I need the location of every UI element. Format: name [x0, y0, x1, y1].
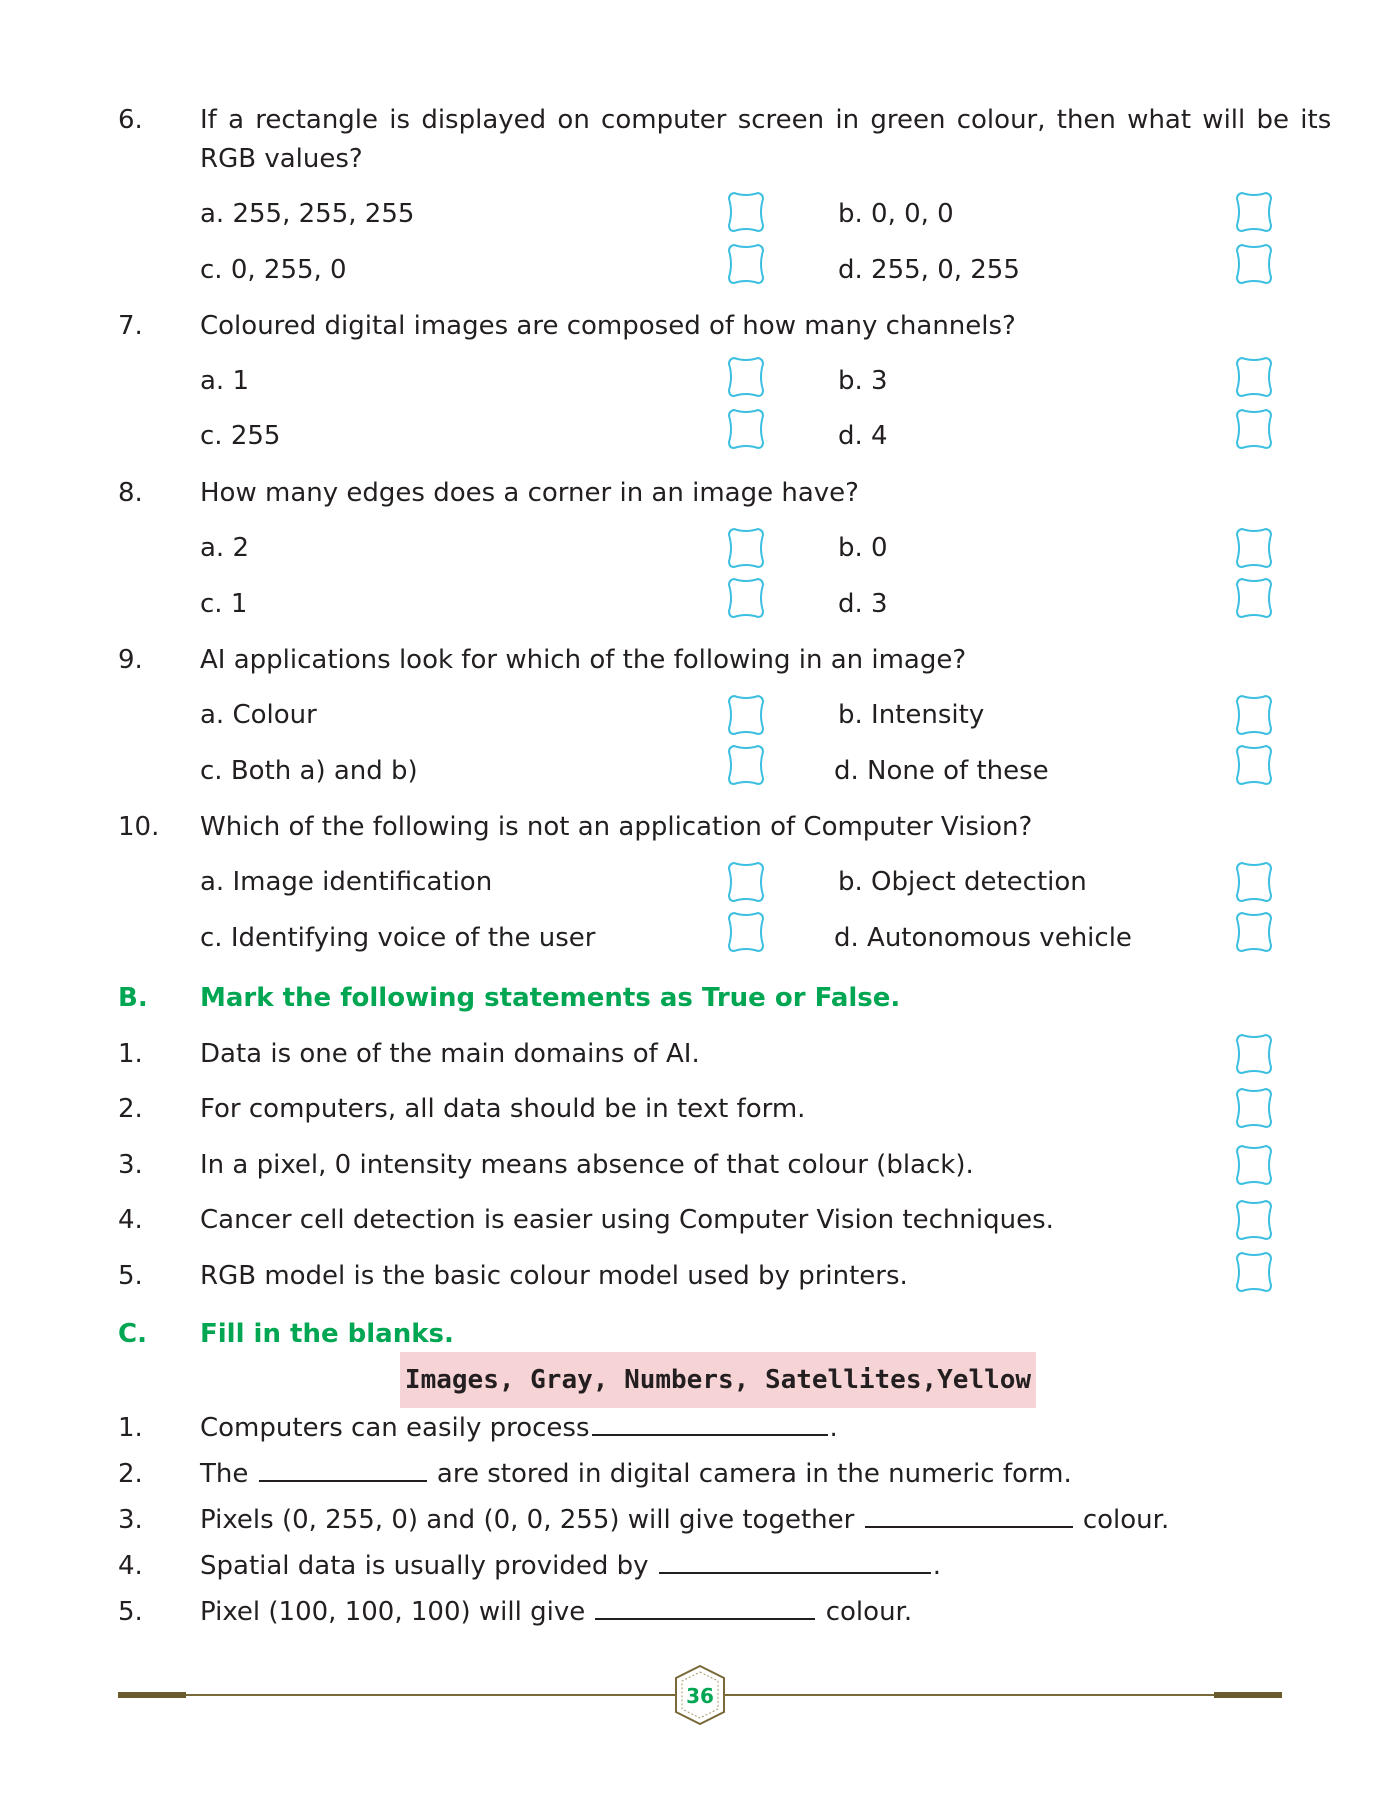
question-7: [0, 306, 1400, 346]
answer-box[interactable]: [1234, 1086, 1274, 1130]
fill-item-5: [0, 1592, 1400, 1632]
item-number: 1.: [118, 1413, 143, 1443]
option-d: d. 4: [838, 421, 888, 451]
option-d: d. None of these: [834, 756, 1049, 786]
item-number: 3.: [118, 1150, 143, 1180]
blank-input[interactable]: [595, 1592, 815, 1620]
statement-text: In a pixel, 0 intensity means absence of that colour (black).: [200, 1150, 974, 1180]
option-a: a. 1: [200, 366, 250, 396]
question-text: If a rectangle is displayed on computer screen in green colour, then what will be its: [200, 105, 1332, 135]
answer-box[interactable]: [726, 526, 766, 570]
question-number: 9.: [118, 645, 143, 675]
option-b: b. 0, 0, 0: [838, 199, 954, 229]
fill-sentence: Pixel (100, 100, 100) will give colour.: [200, 1592, 912, 1632]
item-number: 4.: [118, 1551, 143, 1581]
answer-box[interactable]: [726, 355, 766, 399]
fill-item-1: [0, 1408, 1400, 1448]
page-number: 36: [686, 1684, 714, 1708]
fill-sentence: Spatial data is usually provided by .: [200, 1546, 941, 1586]
option-c: c. 0, 255, 0: [200, 255, 347, 285]
statement-text: For computers, all data should be in text form.: [200, 1094, 806, 1124]
option-a: a. 2: [200, 533, 250, 563]
option-c: c. 255: [200, 421, 281, 451]
item-number: 4.: [118, 1205, 143, 1235]
section-title: Mark the following statements as True or False.: [200, 983, 901, 1013]
answer-box[interactable]: [1234, 190, 1274, 234]
section-letter: C.: [118, 1319, 147, 1349]
tf-item-3: [0, 1145, 1400, 1185]
section-b-heading: [0, 978, 1400, 1018]
item-number: 2.: [118, 1094, 143, 1124]
fill-item-3: [0, 1500, 1400, 1540]
answer-box[interactable]: [726, 910, 766, 954]
footer-line-cap-left: [118, 1692, 186, 1698]
answer-box[interactable]: [1234, 576, 1274, 620]
answer-box[interactable]: [726, 407, 766, 451]
question-text: How many edges does a corner in an image have?: [200, 478, 859, 508]
answer-box[interactable]: [1234, 1250, 1274, 1294]
option-b: b. 0: [838, 533, 888, 563]
answer-box[interactable]: [1234, 910, 1274, 954]
tf-item-5: [0, 1256, 1400, 1296]
item-number: 5.: [118, 1597, 143, 1627]
fill-item-2: [0, 1454, 1400, 1494]
question-text: AI applications look for which of the following in an image?: [200, 645, 967, 675]
question-text: Which of the following is not an application of Computer Vision?: [200, 812, 1033, 842]
option-b: b. Object detection: [838, 867, 1087, 897]
blank-input[interactable]: [865, 1500, 1073, 1528]
option-c: c. Both a) and b): [200, 756, 418, 786]
option-b: b. 3: [838, 366, 888, 396]
tf-item-4: [0, 1200, 1400, 1240]
question-6: [0, 100, 1400, 140]
footer-line-cap-right: [1214, 1692, 1282, 1698]
statement-text: Data is one of the main domains of AI.: [200, 1039, 700, 1069]
option-d: d. 255, 0, 255: [838, 255, 1020, 285]
answer-box[interactable]: [1234, 743, 1274, 787]
item-number: 2.: [118, 1459, 143, 1489]
option-c: c. Identifying voice of the user: [200, 923, 596, 953]
fill-sentence: Computers can easily process .: [200, 1408, 838, 1448]
tf-item-1: [0, 1034, 1400, 1074]
answer-box[interactable]: [1234, 355, 1274, 399]
question-number: 6.: [118, 105, 143, 135]
page-footer: [118, 1660, 1282, 1730]
option-d: d. Autonomous vehicle: [834, 923, 1132, 953]
option-a: a. Colour: [200, 700, 317, 730]
answer-box[interactable]: [1234, 693, 1274, 737]
answer-box[interactable]: [726, 190, 766, 234]
option-c: c. 1: [200, 589, 248, 619]
option-d: d. 3: [838, 589, 888, 619]
statement-text: RGB model is the basic colour model used by printers.: [200, 1261, 908, 1291]
answer-box[interactable]: [1234, 407, 1274, 451]
question-number: 8.: [118, 478, 143, 508]
answer-box[interactable]: [726, 860, 766, 904]
question-text: Coloured digital images are composed of how many channels?: [200, 311, 1016, 341]
item-number: 1.: [118, 1039, 143, 1069]
option-b: b. Intensity: [838, 700, 985, 730]
fill-sentence: The are stored in digital camera in the numeric form.: [200, 1454, 1072, 1494]
item-number: 5.: [118, 1261, 143, 1291]
question-number: 7.: [118, 311, 143, 341]
fill-item-4: [0, 1546, 1400, 1586]
section-title: Fill in the blanks.: [200, 1319, 454, 1349]
answer-box[interactable]: [1234, 242, 1274, 286]
answer-box[interactable]: [1234, 1032, 1274, 1076]
blank-input[interactable]: [259, 1454, 427, 1482]
question-8: [0, 473, 1400, 513]
answer-box[interactable]: [1234, 1198, 1274, 1242]
section-c-heading: [0, 1314, 1400, 1354]
answer-box[interactable]: [726, 743, 766, 787]
answer-box[interactable]: [1234, 1143, 1274, 1187]
answer-box[interactable]: [726, 242, 766, 286]
question-10: [0, 807, 1400, 847]
item-number: 3.: [118, 1505, 143, 1535]
blank-input[interactable]: [592, 1408, 828, 1436]
answer-box[interactable]: [1234, 526, 1274, 570]
question-9: [0, 640, 1400, 680]
tf-item-2: [0, 1089, 1400, 1129]
question-text-continued: RGB values?: [200, 144, 363, 174]
answer-box[interactable]: [1234, 860, 1274, 904]
answer-box[interactable]: [726, 693, 766, 737]
question-number: 10.: [118, 812, 160, 842]
option-a: a. 255, 255, 255: [200, 199, 415, 229]
answer-box[interactable]: [726, 576, 766, 620]
section-letter: B.: [118, 983, 148, 1013]
fill-sentence: Pixels (0, 255, 0) and (0, 0, 255) will give together colour.: [200, 1500, 1169, 1540]
option-a: a. Image identification: [200, 867, 493, 897]
word-bank: Images, Gray, Numbers, Satellites,Yellow: [400, 1352, 1036, 1408]
statement-text: Cancer cell detection is easier using Computer Vision techniques.: [200, 1205, 1054, 1235]
blank-input[interactable]: [659, 1546, 931, 1574]
